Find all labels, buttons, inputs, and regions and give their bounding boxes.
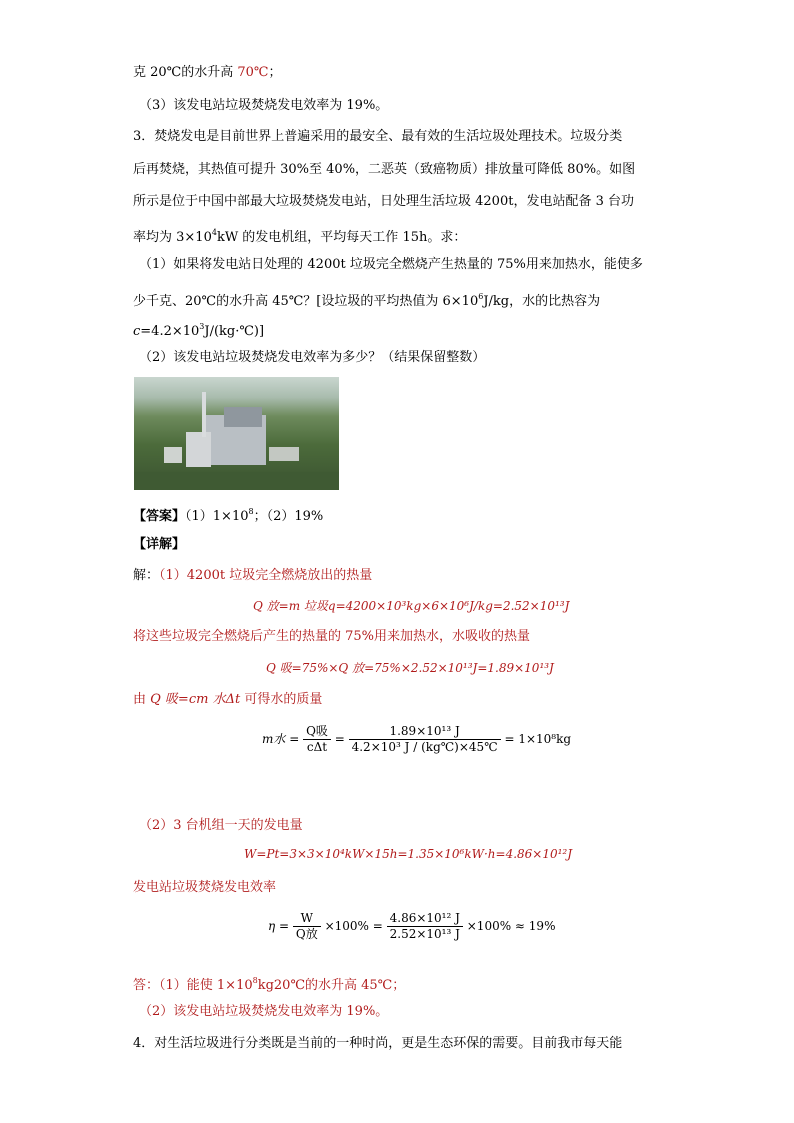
detail-label: 【详解】	[133, 537, 186, 552]
equation-water-mass: m水 = $\frac{\text{Q吸}}{\text{cΔt}}$ = $\frac{\text{1.89×10¹³ J}}{\text{4.2×10³ J / (kg℃)×45℃}}$ = 1×10⁸kg	[262, 724, 572, 754]
solution-line: 由 Q 吸=cm 水Δt 可得水的质量	[133, 692, 323, 707]
equation-heat-released: Q 放=m 垃圾q=4200×10³kg×6×10⁶J/kg=2.52×10¹³J	[253, 599, 570, 613]
text-line: 所示是位于中国中部最大垃圾焚烧发电站，日处理生活垃圾 4200t，发电站配备 3 台功	[133, 194, 634, 209]
question-4-line: 4．对生活垃圾进行分类既是当前的一种时尚，更是生态环保的需要。目前我市每天能	[133, 1036, 623, 1051]
equation-heat-absorbed: Q 吸=75%×Q 放=75%×2.52×10¹³J=1.89×10¹³J	[266, 661, 554, 675]
text-line: （1）如果将发电站日处理的 4200t 垃圾完全燃烧产生热量的 75%用来加热水，能使多	[139, 257, 643, 272]
text-line: $c=4.2\times 10^3J/(kg\cdot℃)$]	[133, 322, 265, 339]
text-line: 少千克、20℃的水升高 45℃？[设垃圾的平均热值为 $6\times 10^6J/kg$，水的比热容为	[133, 292, 601, 309]
text-line: 后再焚烧，其热值可提升 30%至 40%，二恶英（致癌物质）排放量可降低 80%。如图	[133, 162, 636, 177]
power-plant-photo	[134, 377, 339, 490]
text-line: （2）该发电站垃圾焚烧发电效率为多少？（结果保留整数）	[139, 350, 486, 365]
text-line: 克 20℃的水升高 70℃；	[133, 65, 282, 80]
equation-efficiency: η = $\frac{W}{\text{Q放}}$ ×100% = $\frac{\text{4.86×10¹² J}}{\text{2.52×10¹³ J}}$ ×100% ≈ 19%	[268, 911, 556, 941]
answer-line: 【答案】$(1)1\times 10^8$；（2）19%	[133, 507, 324, 524]
solution-line: 解：（1）4200t 垃圾完全燃烧放出的热量	[133, 568, 373, 583]
final-answer-line: （2）该发电站垃圾焚烧发电效率为 19%。	[139, 1004, 389, 1019]
question-3-line: 3．焚烧发电是目前世界上普遍采用的最安全、最有效的生活垃圾处理技术。垃圾分类	[133, 129, 623, 144]
solution-line: 发电站垃圾焚烧发电效率	[133, 880, 277, 895]
solution-line: 将这些垃圾完全燃烧后产生的热量的 75%用来加热水，水吸收的热量	[133, 629, 531, 644]
solution-line: （2）3 台机组一天的发电量	[139, 818, 303, 833]
final-answer-line: 答：（1）能使 $1\times 10^8kg20℃$的水升高 45℃；	[133, 976, 406, 993]
text-line: 率均为 $3\times 10^4kW$ 的发电机组，平均每天工作 15h。求：	[133, 228, 467, 245]
equation-electricity: W=Pt=3×3×10⁴kW×15h=1.35×10⁶kW·h=4.86×10¹²J	[244, 847, 573, 861]
text-line: （3）该发电站垃圾焚烧发电效率为 19%。	[139, 98, 389, 113]
